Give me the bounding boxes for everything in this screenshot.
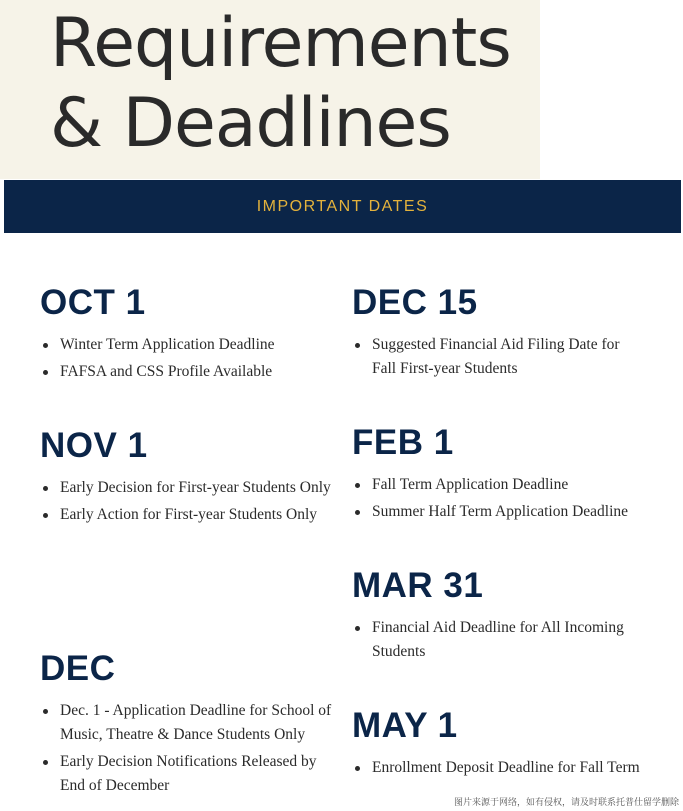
list-item: Fall Term Application Deadline bbox=[352, 473, 647, 497]
date-heading: MAY 1 bbox=[352, 706, 458, 745]
page-title-line-2: & Deadlines bbox=[50, 84, 451, 163]
date-block-dec-15 bbox=[352, 283, 647, 384]
list-item: Dec. 1 - Application Deadline for School of Music, Theatre & Dance Students Only bbox=[40, 699, 340, 747]
deadline-list bbox=[352, 756, 647, 780]
deadline-list bbox=[352, 473, 647, 524]
list-item: Suggested Financial Aid Filing Date for Fall First-year Students bbox=[352, 333, 647, 381]
important-dates-banner bbox=[4, 180, 681, 233]
date-heading: DEC 15 bbox=[352, 283, 478, 322]
date-block-mar-31 bbox=[352, 566, 647, 667]
page-title-line-1: Requirements bbox=[50, 4, 511, 83]
date-block-dec bbox=[40, 649, 340, 801]
list-item: Financial Aid Deadline for All Incoming Students bbox=[352, 616, 647, 664]
list-item: Winter Term Application Deadline bbox=[40, 333, 340, 357]
date-block-oct-1 bbox=[40, 283, 340, 387]
list-item: FAFSA and CSS Profile Available bbox=[40, 360, 340, 384]
date-heading: MAR 31 bbox=[352, 566, 484, 605]
hero-panel bbox=[0, 0, 540, 179]
list-item: Early Action for First-year Students Only bbox=[40, 503, 340, 527]
list-item: Early Decision for First-year Students Only bbox=[40, 476, 340, 500]
deadline-list bbox=[352, 333, 647, 381]
list-item: Summer Half Term Application Deadline bbox=[352, 500, 647, 524]
date-heading: NOV 1 bbox=[40, 426, 148, 465]
deadline-list bbox=[40, 333, 340, 384]
date-block-feb-1 bbox=[352, 423, 647, 527]
date-block-nov-1 bbox=[40, 426, 340, 530]
date-block-may-1 bbox=[352, 706, 647, 783]
list-item: Enrollment Deposit Deadline for Fall Term bbox=[352, 756, 647, 780]
date-heading: OCT 1 bbox=[40, 283, 146, 322]
deadline-list bbox=[352, 616, 647, 664]
source-watermark: 图片来源于网络，如有侵权，请及时联系托普仕留学删除 bbox=[453, 798, 679, 808]
banner-label: IMPORTANT DATES bbox=[256, 198, 429, 215]
list-item: Early Decision Notifications Released by End of December bbox=[40, 750, 340, 798]
page-title bbox=[50, 4, 511, 164]
date-heading: FEB 1 bbox=[352, 423, 454, 462]
deadline-list bbox=[40, 699, 340, 798]
deadline-list bbox=[40, 476, 340, 527]
date-heading: DEC bbox=[40, 649, 116, 688]
